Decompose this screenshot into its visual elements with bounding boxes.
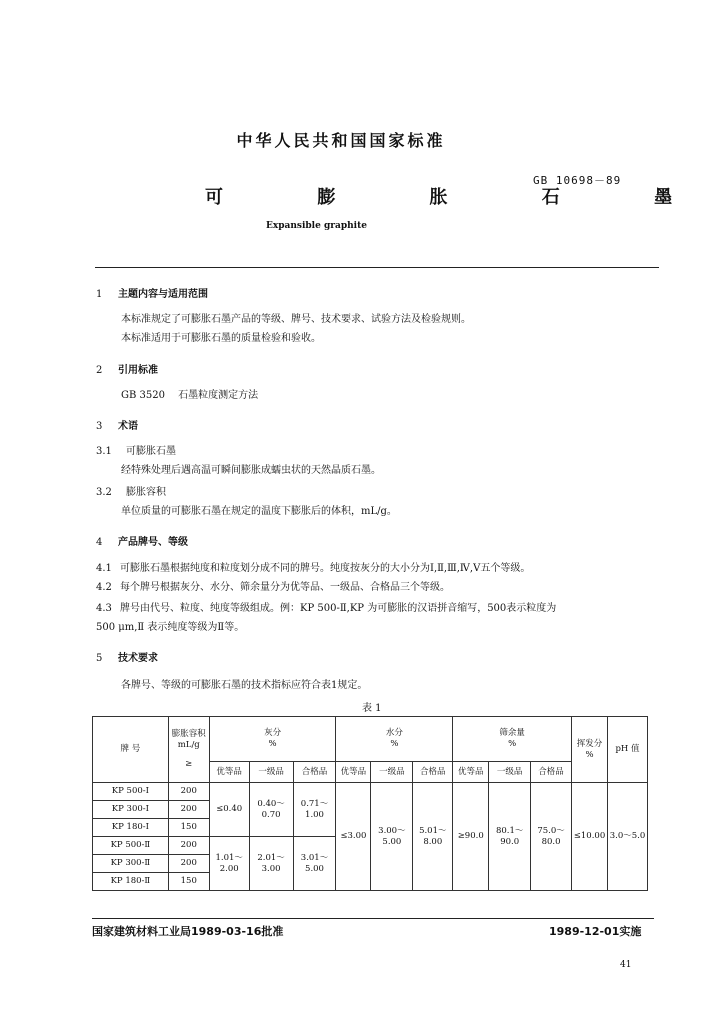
header-ash: 灰分 %	[209, 717, 336, 762]
section-1-heading: 1 主题内容与适用范围	[96, 289, 208, 300]
ash-I-top: ≤0.40	[209, 783, 249, 837]
english-title: Expansible graphite	[266, 221, 367, 231]
spec-table	[92, 716, 648, 891]
table-row-exp: 150	[168, 873, 209, 891]
header-moisture: 水分 %	[336, 717, 453, 762]
section-4-heading: 4 产品牌号、等级	[96, 537, 188, 548]
section-1-para-1: 本标准规定了可膨胀石墨产品的等级、牌号、技术要求、试验方法及检验规则。	[121, 314, 471, 325]
header-divider	[95, 267, 659, 268]
section-3-heading: 3 术语	[96, 421, 138, 432]
moisture-first: 3.00～5.00	[371, 783, 413, 891]
table-row-brand: KP 500-Ⅰ	[93, 783, 169, 801]
section-2-heading: 2 引用标准	[96, 365, 158, 376]
moisture-pass: 5.01～8.00	[413, 783, 453, 891]
grade-first: 一级品	[249, 762, 293, 783]
item-4-3: 4.3 牌号由代号、粒度、纯度等级组成。例：KP 500-Ⅱ,KP 为可膨胀的汉语拼音缩写，500表示粒度为	[96, 603, 557, 614]
term-3-2-definition: 单位质量的可膨胀石墨在规定的温度下膨胀后的体积，mL/g。	[121, 506, 397, 517]
header-volatile: 挥发分 %	[572, 717, 608, 783]
sieve-top: ≥90.0	[453, 783, 489, 891]
implementation-date: 1989-12-01实施	[549, 925, 642, 938]
grade-first: 一级品	[371, 762, 413, 783]
table-row-exp: 150	[168, 819, 209, 837]
term-3-1-definition: 经特殊处理后遇高温可瞬间膨胀成蠕虫状的天然晶质石墨。	[121, 465, 381, 476]
table-row-exp: 200	[168, 855, 209, 873]
table-caption: 表 1	[362, 703, 382, 714]
ref-code: GB 3520	[121, 390, 165, 401]
footer-divider	[92, 918, 654, 919]
ash-II-top: 1.01～2.00	[209, 837, 249, 891]
header-ph: pH 值	[608, 717, 648, 783]
ph-value: 3.0～5.0	[608, 783, 648, 891]
grade-pass: 合格品	[413, 762, 453, 783]
sieve-pass: 75.0～80.0	[531, 783, 572, 891]
ref-title: 石墨粒度测定方法	[178, 390, 259, 401]
reference-standard	[121, 389, 258, 403]
header-brand: 牌 号	[93, 717, 169, 783]
table-row-exp: 200	[168, 783, 209, 801]
grade-first: 一级品	[489, 762, 531, 783]
volatile-value: ≤10.00	[572, 783, 608, 891]
table-row-brand: KP 180-Ⅰ	[93, 819, 169, 837]
table-row-brand: KP 500-Ⅱ	[93, 837, 169, 855]
sieve-first: 80.1～90.0	[489, 783, 531, 891]
term-3-2: 3.2 膨胀容积	[96, 487, 166, 498]
ash-I-first: 0.40～0.70	[249, 783, 293, 837]
section-5-para: 各牌号、等级的可膨胀石墨的技术指标应符合表1规定。	[121, 680, 368, 691]
header-expansion: 膨胀容积 mL/g ≥	[168, 717, 209, 783]
item-4-2: 4.2 每个牌号根据灰分、水分、筛余量分为优等品、一级品、合格品三个等级。	[96, 582, 450, 593]
grade-top: 优等品	[453, 762, 489, 783]
standard-number: GB 10698－89	[533, 174, 622, 187]
grade-pass: 合格品	[531, 762, 572, 783]
grade-top: 优等品	[336, 762, 371, 783]
table-row-exp: 200	[168, 801, 209, 819]
grade-pass: 合格品	[293, 762, 336, 783]
item-4-3-cont: 500 μm,Ⅱ 表示纯度等级为Ⅱ等。	[96, 622, 245, 633]
item-4-1: 4.1 可膨胀石墨根据纯度和粒度划分成不同的牌号。纯度按灰分的大小分为Ⅰ,Ⅱ,Ⅲ,Ⅳ,Ⅴ五个等级。	[96, 563, 531, 574]
grade-top: 优等品	[209, 762, 249, 783]
ash-I-pass: 0.71～1.00	[293, 783, 336, 837]
ash-II-pass: 3.01～5.00	[293, 837, 336, 891]
table-row-exp: 200	[168, 837, 209, 855]
header-sieve: 筛余量 %	[453, 717, 572, 762]
moisture-top: ≤3.00	[336, 783, 371, 891]
section-5-heading: 5 技术要求	[96, 653, 158, 664]
page-number: 41	[620, 960, 632, 970]
table-row-brand: KP 300-Ⅰ	[93, 801, 169, 819]
term-3-1: 3.1 可膨胀石墨	[96, 446, 176, 457]
approval-note: 国家建筑材料工业局1989-03-16批准	[92, 925, 284, 938]
document-title: 可 膨 胀 石 墨	[205, 187, 717, 208]
table-row-brand: KP 180-Ⅱ	[93, 873, 169, 891]
organization-title: 中华人民共和国国家标准	[236, 131, 446, 150]
ash-II-first: 2.01～3.00	[249, 837, 293, 891]
section-1-para-2: 本标准适用于可膨胀石墨的质量检验和验收。	[121, 333, 321, 344]
table-row-brand: KP 300-Ⅱ	[93, 855, 169, 873]
